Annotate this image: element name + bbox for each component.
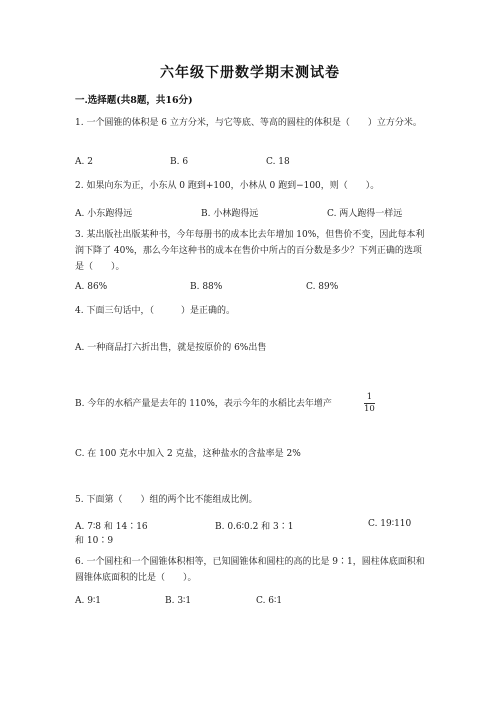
question-4-option-b[interactable]: B. 今年的水稻产量是去年的 110%，表示今年的水稻比去年增产 xyxy=(75,399,332,409)
question-1-option-b[interactable]: B. 6 xyxy=(170,157,189,167)
fraction-one-tenth xyxy=(364,392,375,415)
question-5-option-c[interactable]: C. 19∶110 xyxy=(368,519,412,529)
question-6-option-c[interactable]: C. 6∶1 xyxy=(256,596,283,606)
question-6-option-a[interactable]: A. 9∶1 xyxy=(75,596,102,606)
question-3-stem: 3. 某出版社出版某种书，今年每册书的成本比去年增加 10%，但售价不变，因此每本利润下降了 40%，那么今年这种书的成本在售价中所占的百分数是多少？下列正确的选项是（ ）。 xyxy=(75,230,425,272)
question-5-stem: 5. 下面第（ ）组的两个比不能组成比例。 xyxy=(75,495,258,505)
question-3-option-b[interactable]: B. 88% xyxy=(190,282,223,292)
fraction-numerator: 1 xyxy=(364,392,375,404)
question-3-option-a[interactable]: A. 86% xyxy=(75,282,108,292)
question-2-stem: 2. 如果向东为正，小东从 0 跑到+100，小林从 0 跑到−100，则（ ）。 xyxy=(75,181,380,191)
question-5-option-a-continued: 和 10∶9 xyxy=(75,536,114,546)
section-heading: 一.选择题(共8题，共16分) xyxy=(75,95,193,106)
question-4-option-c[interactable]: C. 在 100 克水中加入 2 克盐，这种盐水的含盐率是 2% xyxy=(75,449,301,459)
question-4-option-a[interactable]: A. 一种商品打六折出售，就是按原价的 6%出售 xyxy=(75,343,267,353)
question-2-option-b[interactable]: B. 小林跑得远 xyxy=(201,209,259,219)
question-6-stem: 6. 一个圆柱和一个圆锥体积相等，已知圆锥体和圆柱的高的比是 9∶1，圆柱体底面积和圆锥体底面积的比是（ ）。 xyxy=(75,557,425,583)
question-2-option-a[interactable]: A. 小东跑得远 xyxy=(75,209,133,219)
fraction-denominator: 10 xyxy=(364,404,375,414)
question-6-option-b[interactable]: B. 3∶1 xyxy=(165,596,192,606)
question-2-option-c[interactable]: C. 两人跑得一样远 xyxy=(327,209,403,219)
question-5-option-a[interactable]: A. 7∶8 和 14∶16 xyxy=(75,522,148,532)
question-5-option-b[interactable]: B. 0.6∶0.2 和 3∶1 xyxy=(215,522,294,532)
question-3-option-c[interactable]: C. 89% xyxy=(306,282,339,292)
question-1-option-a[interactable]: A. 2 xyxy=(75,157,93,167)
question-1-stem: 1. 一个圆锥的体积是 6 立方分米，与它等底、等高的圆柱的体积是（ ）立方分米。 xyxy=(75,118,422,128)
question-4-stem: 4. 下面三句话中，（ ）是正确的。 xyxy=(75,306,235,316)
question-1-option-c[interactable]: C. 18 xyxy=(266,157,290,167)
page-title: 六年级下册数学期末测试卷 xyxy=(160,65,340,81)
